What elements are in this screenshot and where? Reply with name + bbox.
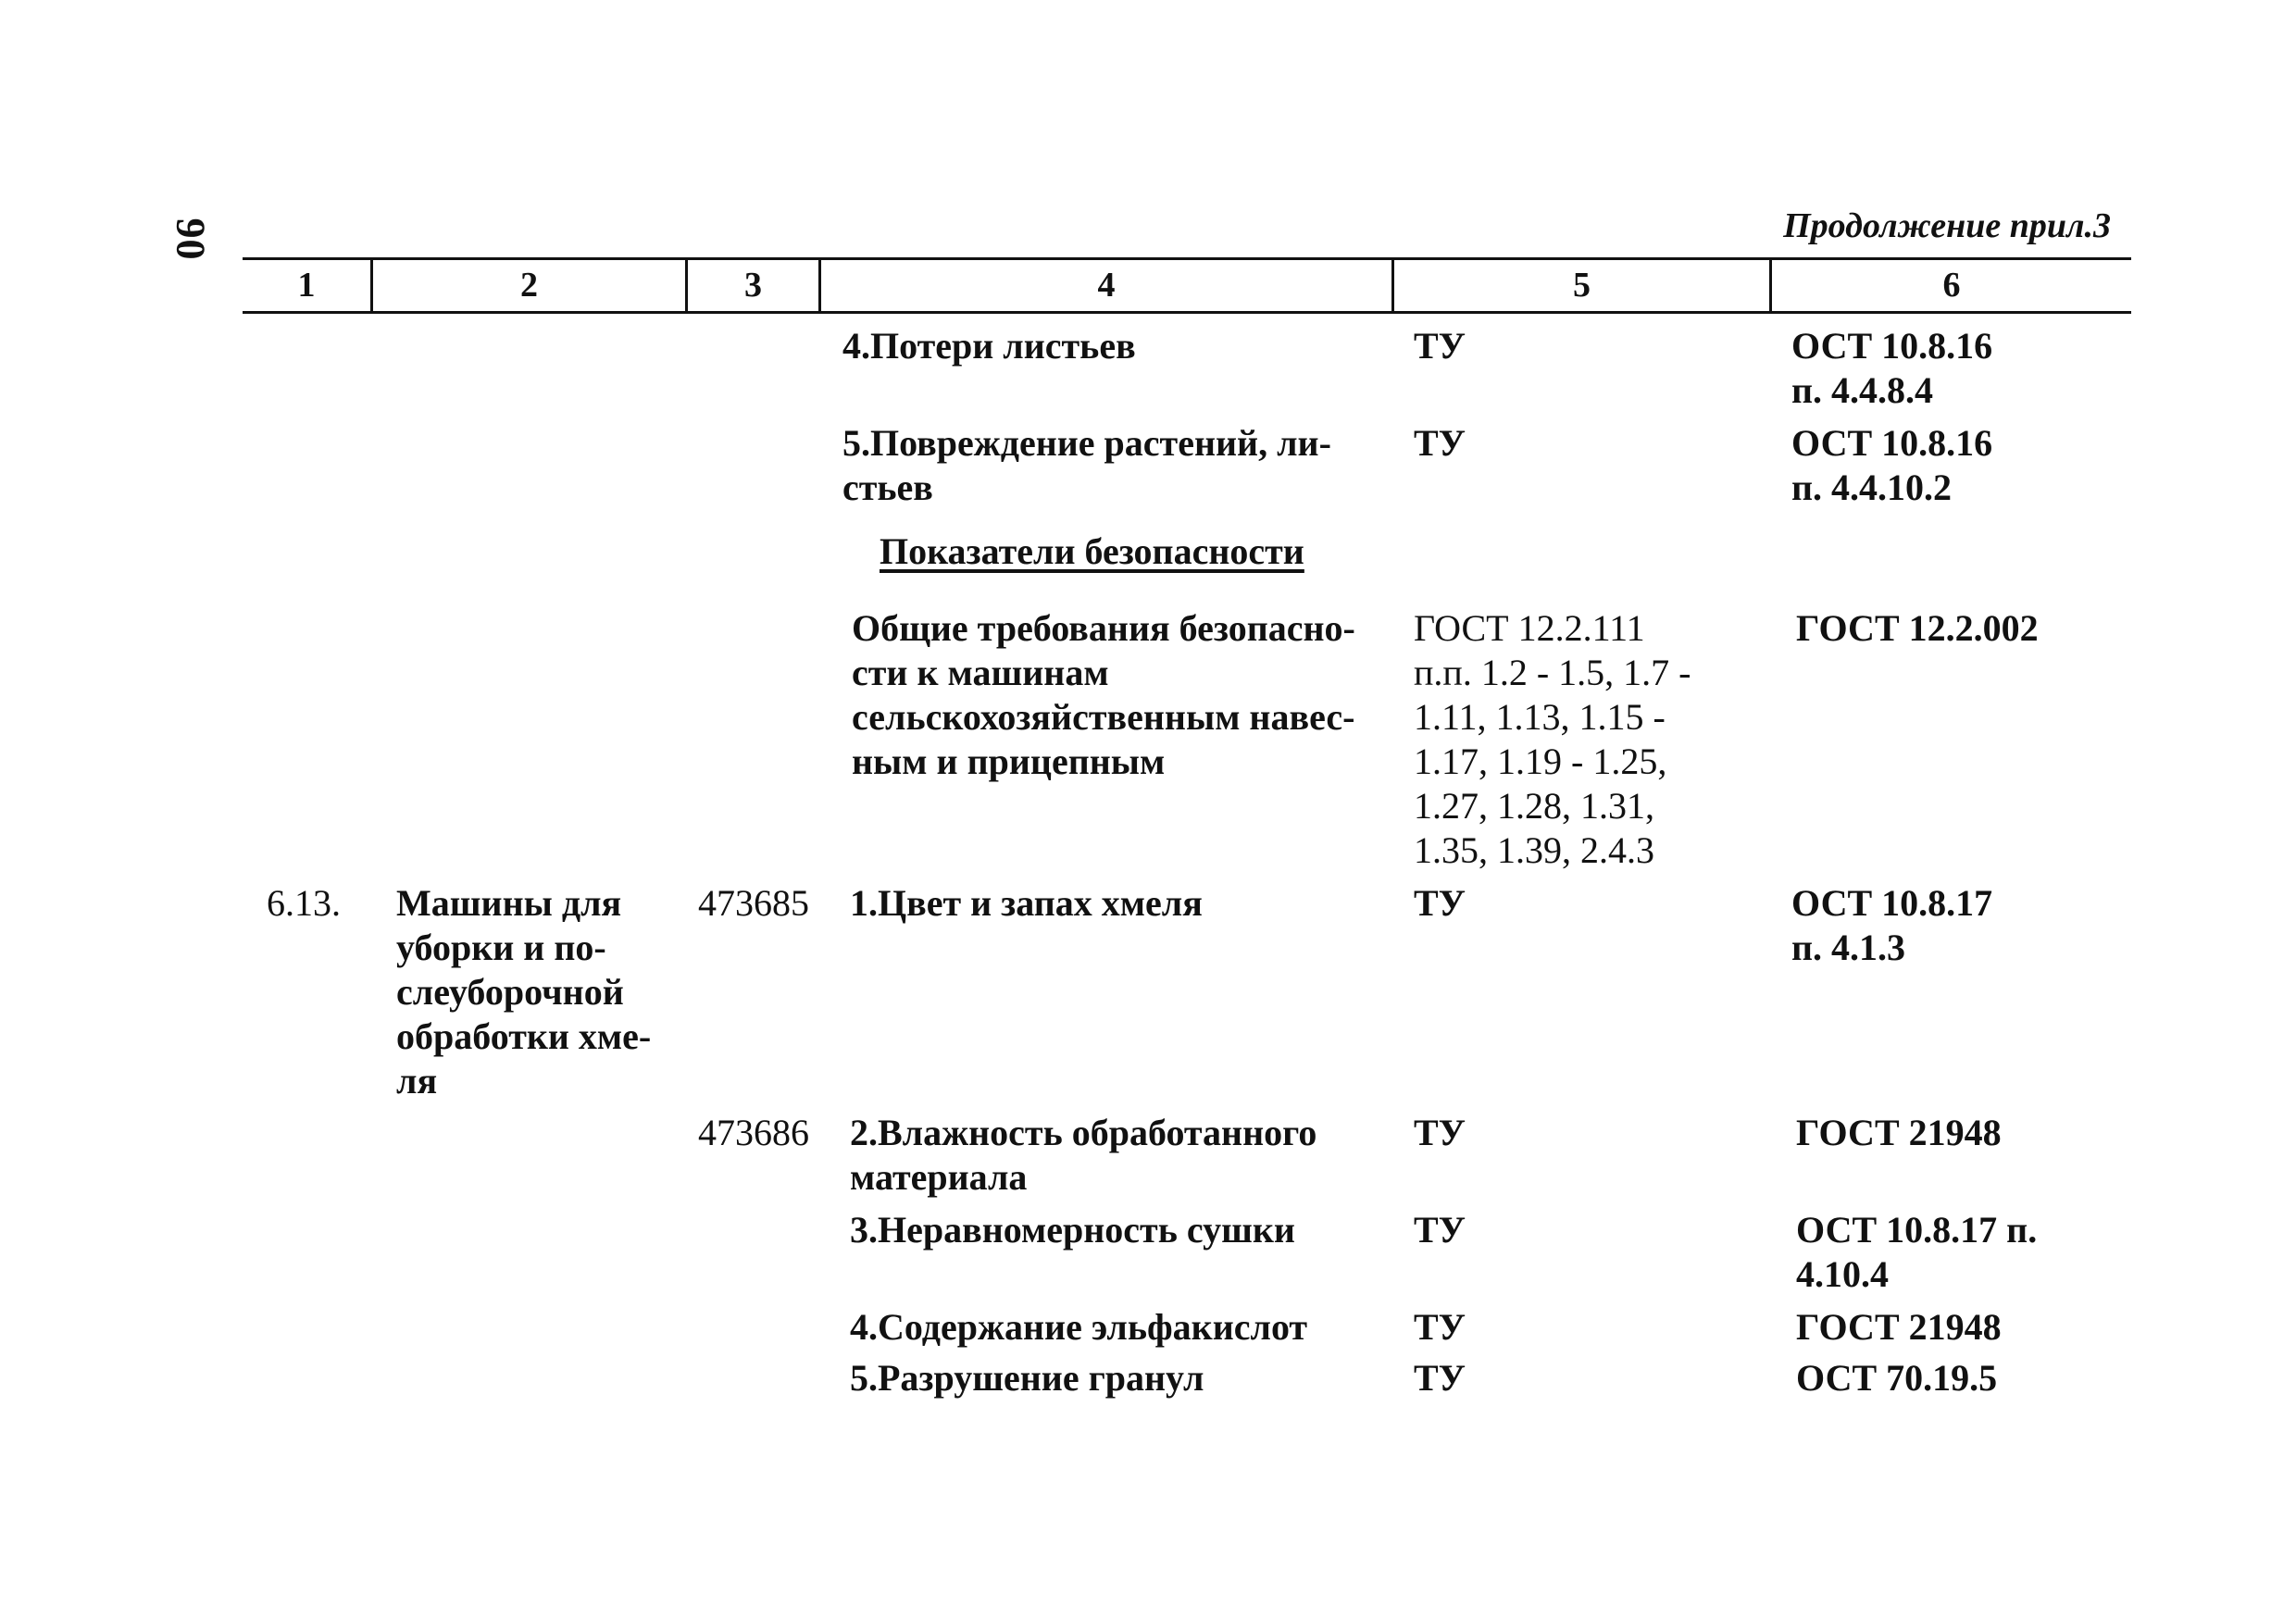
table-cell-method: ТУ <box>1414 1357 1466 1399</box>
table-header-bottom-rule <box>243 311 2131 314</box>
table-cell-indicator: 4.Потери листьев <box>842 325 1136 367</box>
column-header-5: 5 <box>1573 266 1591 305</box>
column-header-3: 3 <box>744 266 762 305</box>
table-cell-code: 473685 <box>698 882 809 924</box>
continuation-label: Продолжение прил.3 <box>1783 206 2111 245</box>
table-cell-standard: ОСТ 70.19.5 <box>1796 1357 1998 1399</box>
table-cell-machine-name: Машины для уборки и по- слеуборочной обработки хме- ля <box>396 882 652 1101</box>
table-cell-standard: ОСТ 10.8.17 п. 4.10.4 <box>1796 1209 2038 1295</box>
table-cell-standard: ОСТ 10.8.17 п. 4.1.3 <box>1791 882 1993 968</box>
table-cell-method: ТУ <box>1414 882 1466 924</box>
table-cell-code: 473686 <box>698 1112 809 1153</box>
table-cell-method: ТУ <box>1414 422 1466 464</box>
table-cell-method: ТУ <box>1414 1306 1466 1348</box>
table-cell-indicator: 1.Цвет и запах хмеля <box>850 882 1203 924</box>
table-cell-indicator: 2.Влажность обработанного материала <box>850 1112 1317 1198</box>
table-cell-standard: ОСТ 10.8.16 п. 4.4.10.2 <box>1791 422 1993 508</box>
table-cell-indicator: Общие требования безопасно- сти к машинам сельскохозяйственным навес- ным и прицепным <box>852 607 1355 782</box>
section-heading: Показатели безопасности <box>880 530 1304 572</box>
table-header-top-rule <box>243 257 2131 260</box>
table-cell-indicator: 3.Неравномерность сушки <box>850 1209 1295 1251</box>
table-cell-method: ТУ <box>1414 325 1466 367</box>
table-cell-method: ГОСТ 12.2.111 п.п. 1.2 - 1.5, 1.7 - 1.11, 1.13, 1.15 - 1.17, 1.19 - 1.25, 1.27, 1.28, 1.31, 1.35, 1.39, 2.4.3 <box>1414 607 1691 871</box>
table-cell-indicator: 5.Разрушение гранул <box>850 1357 1204 1399</box>
column-header-2: 2 <box>520 266 538 305</box>
column-header-6: 6 <box>1942 266 1961 305</box>
table-cell-method: ТУ <box>1414 1209 1466 1251</box>
table-cell-indicator: 5.Повреждение растений, ли- стьев <box>842 422 1331 508</box>
table-cell-indicator: 4.Содержание эльфакислот <box>850 1306 1308 1348</box>
table-cell-standard: ОСТ 10.8.16 п. 4.4.8.4 <box>1791 325 1993 411</box>
column-header-4: 4 <box>1097 266 1116 305</box>
table-cell-standard: ГОСТ 12.2.002 <box>1796 607 2039 649</box>
table-cell-number: 6.13. <box>267 882 341 924</box>
column-header-1: 1 <box>297 266 316 305</box>
table-cell-standard: ГОСТ 21948 <box>1796 1112 2002 1153</box>
table-cell-method: ТУ <box>1414 1112 1466 1153</box>
page-number: 90 <box>168 218 214 261</box>
table-cell-standard: ГОСТ 21948 <box>1796 1306 2002 1348</box>
